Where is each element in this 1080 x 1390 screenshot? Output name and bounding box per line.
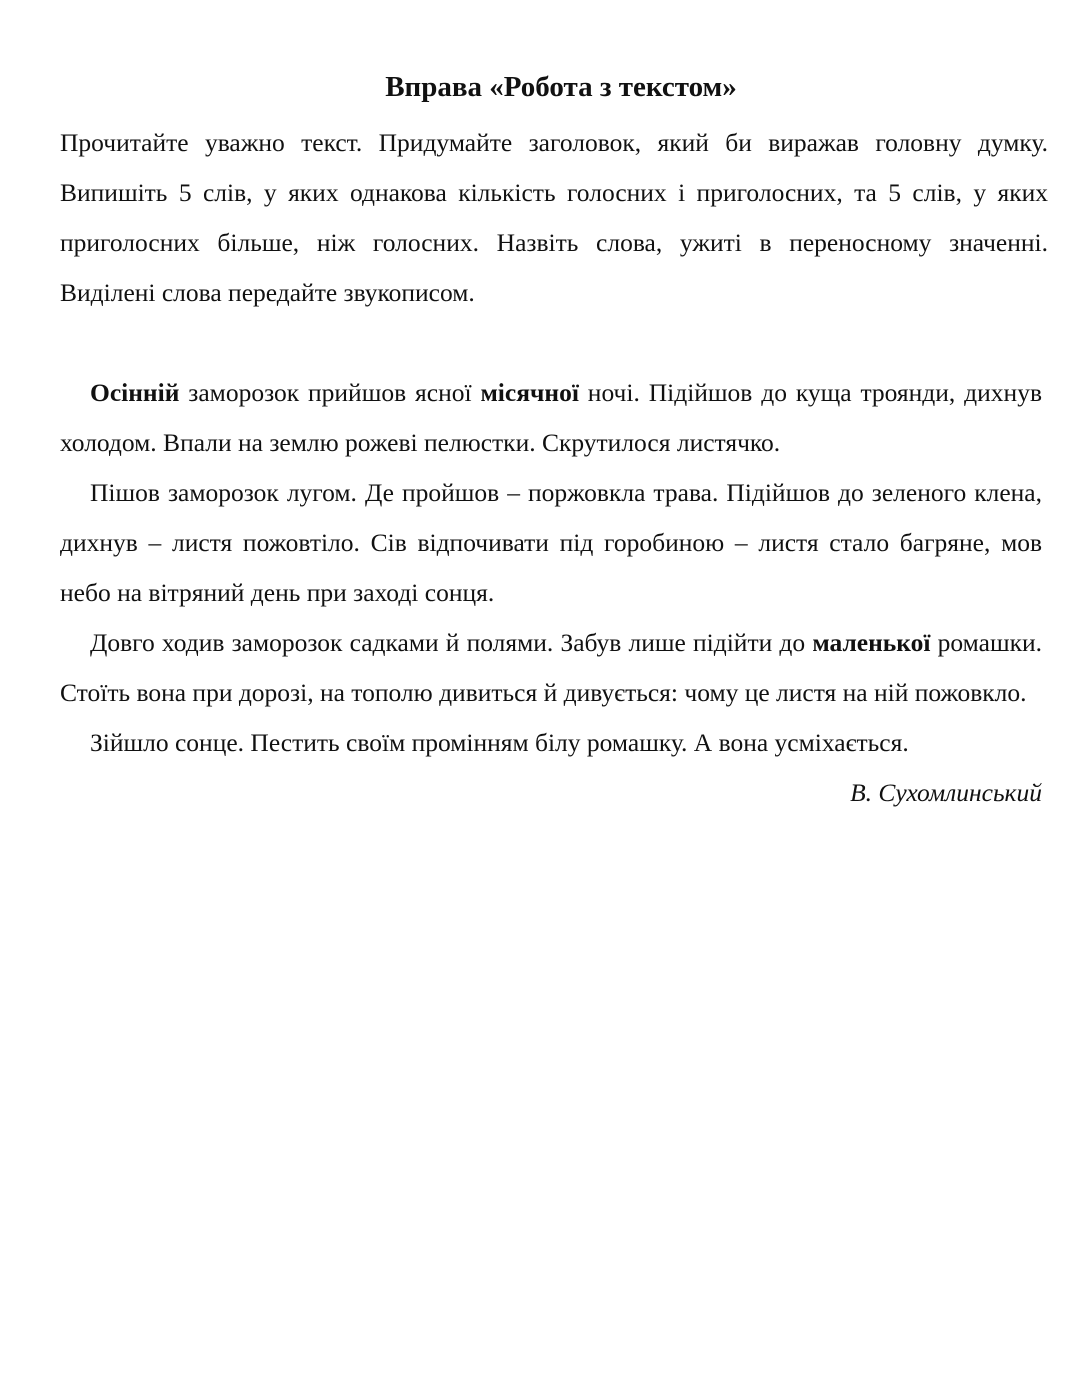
story-paragraph-3 xyxy=(60,618,1042,718)
highlighted-word: місячної xyxy=(480,378,579,407)
exercise-instructions: Прочитайте уважно текст. Придумайте заголовок, який би виражав головну думку. Випишіть 5 слів, у яких однакова кількість голосних і приголосних, та 5 слів, у яких приголосних більше, ніж голосних. Назвіть слова, ужиті в переносному значенні. Виділені слова передайте звукописом. xyxy=(60,128,1048,307)
story-paragraph-2: Пішов заморозок лугом. Де пройшов – поржовкла трава. Підійшов до зеленого клена, дихнув – листя пожовтіло. Сів відпочивати під горобиною – листя стало багряне, мов небо на вітряний день при заході сонця. xyxy=(60,478,1042,607)
story-paragraph-1 xyxy=(60,368,1042,468)
author-signature: В. Сухомлинський xyxy=(850,778,1042,807)
story-text-segment: заморозок прийшов ясної xyxy=(179,378,481,407)
exercise-title: Вправа «Робота з текстом» xyxy=(385,71,737,103)
story-text-segment: Довго ходив заморозок садками й полями. Забув лише підійти до xyxy=(90,628,813,657)
highlighted-word: Осінній xyxy=(90,378,180,407)
story-text-segment: ромашки. Стоїть вона при дорозі, на тополю дивиться й дивується: чому це листя на ній пожовкло. xyxy=(60,628,1042,707)
story-paragraph-4: Зійшло сонце. Пестить своїм промінням білу ромашку. А вона усміхається. xyxy=(90,728,909,757)
story-text-segment: ночі. Підійшов до куща троянди, дихнув холодом. Впали на землю рожеві пелюстки. Скрутилося листячко. xyxy=(60,378,1042,457)
story-text xyxy=(60,368,1042,768)
highlighted-word: маленької xyxy=(812,628,931,657)
document-body xyxy=(60,60,1048,818)
